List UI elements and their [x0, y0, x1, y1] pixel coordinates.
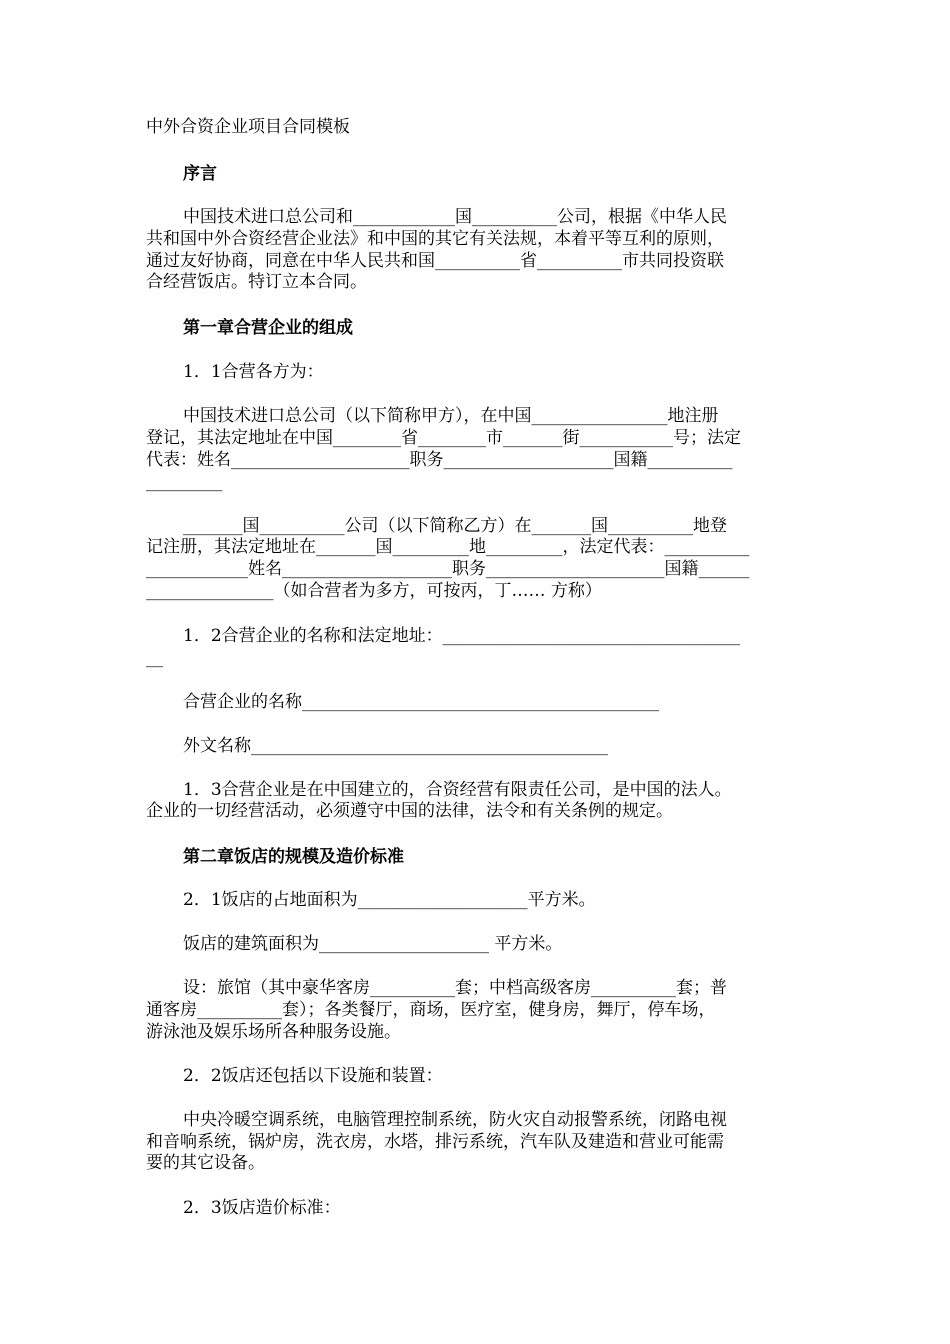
form-field-line: 合营企业的名称__________________________________________: [183, 692, 659, 712]
paragraph-line: 中央冷暖空调系统，电脑管理控制系统，防火灾自动报警系统，闭路电视: [183, 1110, 727, 1130]
paragraph-line: 合经营饭店。特订立本合同。: [146, 272, 367, 292]
paragraph-line: _______国__________公司（以下简称乙方）在_______国__________地登: [183, 516, 727, 536]
chapter-heading: 第二章饭店的规模及造价标准: [183, 847, 404, 867]
paragraph-line: 企业的一切经营活动，必须遵守中国的法律，法令和有关条例的规定。: [146, 801, 673, 821]
paragraph-line: 设：旅馆（其中豪华客房__________套；中档高级客房__________套；普: [183, 978, 727, 998]
paragraph-line: __: [146, 648, 163, 668]
paragraph-line: 通客房__________套）；各类餐厅，商场，医疗室，健身房，舞厅，停车场，: [146, 1000, 716, 1020]
paragraph-line: _______________（如合营者为多方，可按丙，丁…… 方称）: [146, 581, 602, 601]
paragraph-line: 和音响系统，锅炉房，洗衣房，水塔，排污系统，汽车队及建造和营业可能需: [146, 1132, 724, 1152]
section-heading-preface: 序言: [183, 164, 217, 184]
paragraph-line: 饭店的建筑面积为____________________ 平方米。: [183, 934, 563, 954]
paragraph-line: 通过友好协商，同意在中华人民共和国__________省__________市共同投资联: [146, 251, 724, 271]
clause-heading: 2．3饭店造价标准：: [183, 1198, 341, 1218]
paragraph-line: _________: [146, 472, 223, 492]
clause-heading: 2．1饭店的占地面积为____________________平方米。: [183, 890, 596, 910]
paragraph-line: 中国技术进口总公司和____________国__________公司，根据《中华人民: [183, 207, 727, 227]
paragraph-line: 中国技术进口总公司（以下简称甲方），在中国________________地注册: [183, 406, 719, 426]
paragraph-line: 代表：姓名_____________________职务____________________国籍__________: [146, 450, 733, 470]
paragraph-line: 登记，其法定地址在中国________省________市_______街___________号；法定: [146, 428, 741, 448]
document-title: 中外合资企业项目合同模板: [146, 117, 350, 137]
clause-heading: 1．1合营各方为：: [183, 362, 324, 382]
clause-heading: 1．3合营企业是在中国建立的，合资经营有限责任公司，是中国的法人。: [183, 780, 732, 800]
form-field-line: 外文名称__________________________________________: [183, 736, 608, 756]
paragraph-line: 共和国中外合资经营企业法》和中国的其它有关法规，本着平等互利的原则，: [146, 229, 724, 249]
paragraph-line: 要的其它设备。: [146, 1153, 265, 1173]
paragraph-line: ____________姓名____________________职务_____________________国籍______: [146, 559, 750, 579]
clause-heading: 1．2合营企业的名称和法定地址：___________________________________: [183, 626, 741, 646]
paragraph-line: 游泳池及娱乐场所各种服务设施。: [146, 1022, 401, 1042]
clause-heading: 2．2饭店还包括以下设施和装置：: [183, 1066, 443, 1086]
paragraph-line: 记注册，其法定地址在_______国_________地_________，法定代表：__________: [146, 537, 750, 557]
chapter-heading: 第一章合营企业的组成: [183, 318, 353, 338]
